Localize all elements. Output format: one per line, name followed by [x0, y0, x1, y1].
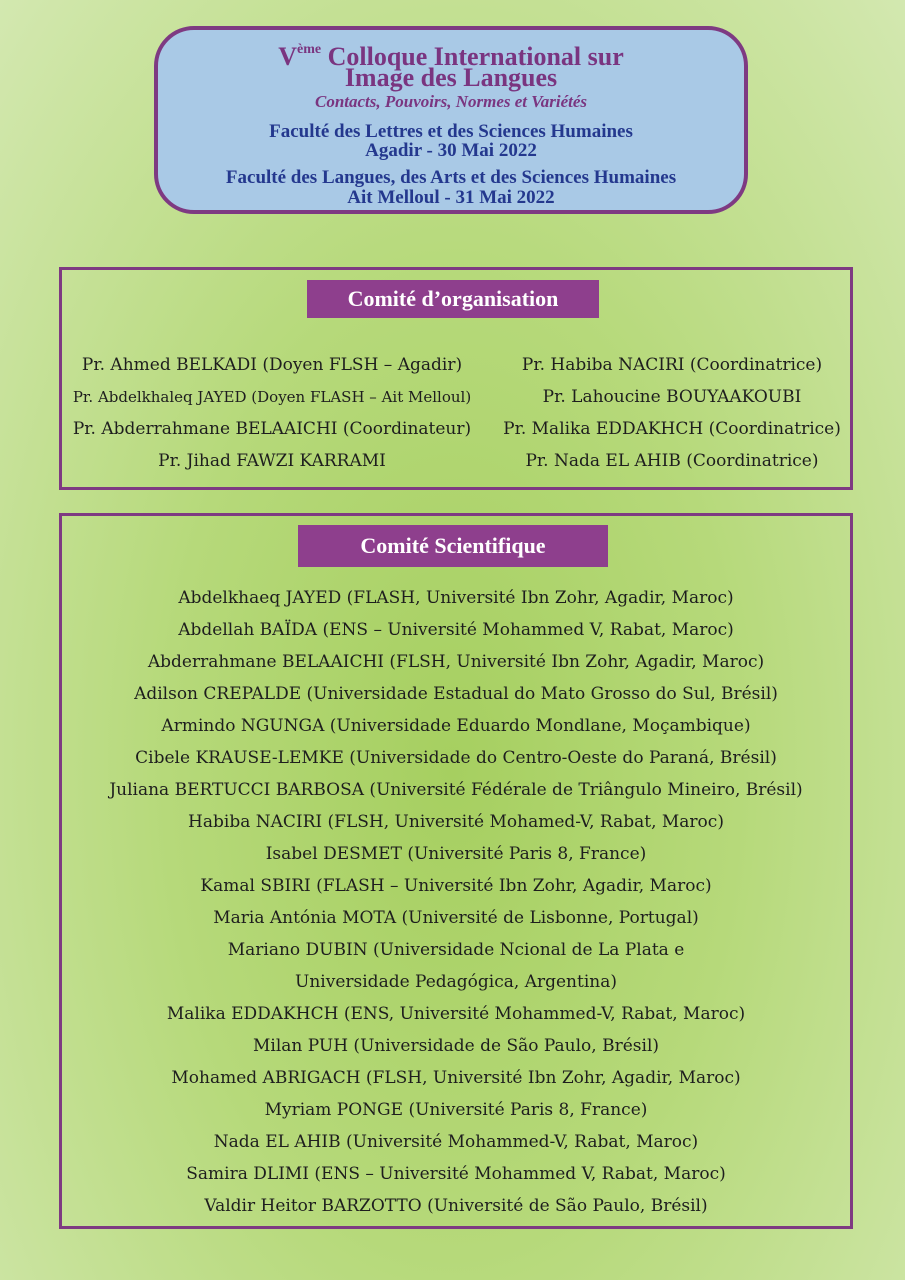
scientific-member: Nada EL AHIB (Université Mohammed-V, Rabat, Maroc) [213, 1132, 699, 1152]
organisation-member: Pr. Abdelkhaleq JAYED (Doyen FLASH – Ait Melloul) [72, 388, 472, 406]
organisation-member: Pr. Habiba NACIRI (Coordinatrice) [521, 355, 823, 375]
organisation-member: Pr. Ahmed BELKADI (Doyen FLSH – Agadir) [81, 355, 463, 375]
organisation-committee [59, 267, 853, 490]
title-rest: Colloque International sur [321, 42, 624, 71]
scientific-member: Universidade Pedagógica, Argentina) [295, 972, 617, 992]
scientific-member: Mohamed ABRIGACH (FLSH, Université Ibn Zohr, Agadir, Maroc) [171, 1068, 741, 1088]
scientific-member: Samira DLIMI (ENS – Université Mohammed V, Rabat, Maroc) [186, 1164, 726, 1184]
scientific-member: Kamal SBIRI (FLASH – Université Ibn Zohr, Agadir, Maroc) [200, 876, 712, 896]
venue2-date: Ait Melloul - 31 Mai 2022 [347, 187, 555, 208]
organisation-member: Pr. Nada EL AHIB (Coordinatrice) [525, 451, 819, 471]
scientific-member: Myriam PONGE (Université Paris 8, France) [264, 1100, 648, 1120]
scientific-member: Maria Antónia MOTA (Université de Lisbonne, Portugal) [213, 908, 699, 928]
conference-subtitle: Image des Langues [344, 63, 558, 92]
scientific-heading: Comité Scientifique [298, 525, 608, 567]
organisation-right-column [492, 349, 852, 477]
conference-theme: Contacts, Pouvoirs, Normes et Variétés [314, 92, 587, 111]
organisation-member: Pr. Lahoucine BOUYAAKOUBI [542, 387, 802, 407]
scientific-member: Abdellah BAÏDA (ENS – Université Mohammed V, Rabat, Maroc) [178, 620, 734, 640]
scientific-member: Isabel DESMET (Université Paris 8, France) [265, 844, 647, 864]
conference-header [154, 26, 748, 214]
organisation-left-column [67, 349, 477, 477]
scientific-members-list [62, 582, 850, 1222]
scientific-committee [59, 513, 853, 1229]
scientific-member: Habiba NACIRI (FLSH, Université Mohamed-V, Rabat, Maroc) [188, 812, 724, 832]
organisation-member: Pr. Jihad FAWZI KARRAMI [158, 451, 386, 471]
title-superscript: ème [297, 42, 322, 57]
organisation-member: Pr. Malika EDDAKHCH (Coordinatrice) [503, 419, 841, 439]
organisation-member: Pr. Abderrahmane BELAAICHI (Coordinateur) [72, 419, 472, 439]
scientific-member: Armindo NGUNGA (Universidade Eduardo Mondlane, Moçambique) [161, 716, 751, 736]
scientific-member: Malika EDDAKHCH (ENS, Université Mohammed-V, Rabat, Maroc) [166, 1004, 746, 1024]
scientific-member: Valdir Heitor BARZOTTO (Université de São Paulo, Brésil) [204, 1196, 708, 1216]
scientific-member: Abderrahmane BELAAICHI (FLSH, Université Ibn Zohr, Agadir, Maroc) [147, 652, 765, 672]
organisation-heading: Comité d’organisation [307, 280, 599, 318]
scientific-member: Mariano DUBIN (Universidade Ncional de La Plata e [227, 940, 685, 960]
title-ordinal: V [278, 42, 298, 71]
scientific-member: Juliana BERTUCCI BARBOSA (Université Fédérale de Triângulo Mineiro, Brésil) [109, 780, 803, 800]
scientific-member: Adilson CREPALDE (Universidade Estadual do Mato Grosso do Sul, Brésil) [134, 684, 778, 704]
venue2-faculty: Faculté des Langues, des Arts et des Sciences Humaines [225, 167, 677, 188]
venue1-date: Agadir - 30 Mai 2022 [365, 140, 537, 161]
venue1-faculty: Faculté des Lettres et des Sciences Humaines [269, 121, 633, 142]
scientific-member: Cibele KRAUSE-LEMKE (Universidade do Centro-Oeste do Paraná, Brésil) [135, 748, 777, 768]
scientific-member: Milan PUH (Universidade de São Paulo, Brésil) [252, 1036, 660, 1056]
scientific-member: Abdelkhaeq JAYED (FLASH, Université Ibn Zohr, Agadir, Maroc) [178, 588, 734, 608]
